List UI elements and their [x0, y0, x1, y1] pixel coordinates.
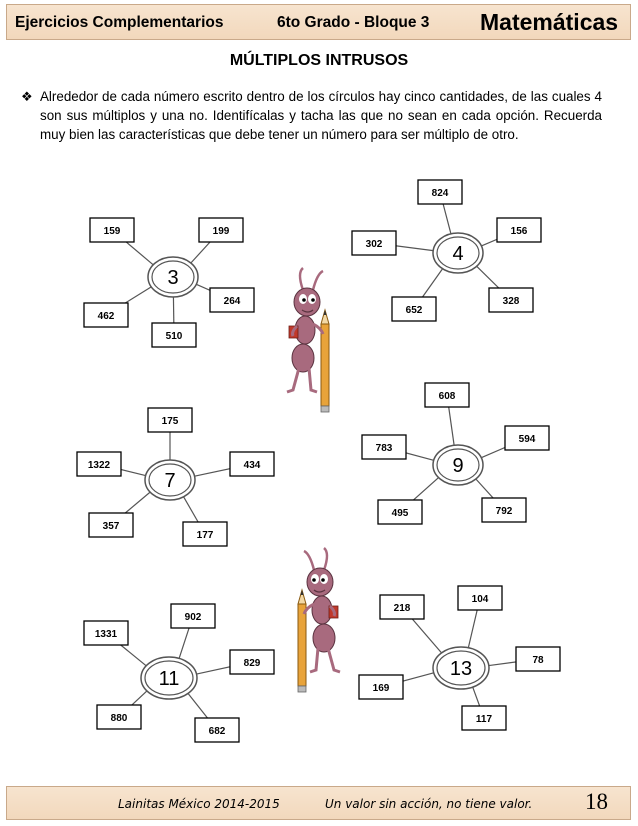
multiple-value: 177: [196, 530, 214, 541]
multiple-value: 783: [375, 443, 393, 454]
multiple-value: 829: [243, 658, 261, 669]
header-grade: 6to Grado - Bloque 3: [277, 14, 430, 31]
center-number: 11: [158, 668, 180, 690]
multiple-value: 652: [405, 305, 423, 316]
multiples-diagram: [362, 383, 549, 524]
ant-with-pencil-icon: [287, 268, 329, 412]
multiple-value: 328: [502, 296, 520, 307]
diamond-bullet-icon: ❖: [21, 89, 33, 104]
header-series-title: Ejercicios Complementarios: [15, 14, 224, 31]
multiple-value: 169: [372, 683, 390, 694]
multiple-value: 608: [438, 391, 456, 402]
multiple-value: 495: [391, 508, 409, 519]
center-number: 7: [164, 470, 176, 492]
multiple-value: 302: [365, 239, 383, 250]
footer-motto: Un valor sin acción, no tiene valor.: [325, 797, 533, 811]
multiple-value: 792: [495, 506, 513, 517]
footer-credit: Lainitas México 2014-2015: [118, 797, 280, 811]
multiple-value: 434: [243, 460, 261, 471]
header-subject: Matemáticas: [480, 9, 619, 35]
page-title: MÚLTIPLOS INTRUSOS: [229, 52, 409, 69]
multiples-diagram: [359, 586, 560, 730]
multiple-value: 117: [475, 714, 493, 725]
page-number: 18: [585, 789, 608, 814]
instructions-text: Alrededor de cada número escrito dentro de los círculos hay cinco cantidades, de las cuales 4 son sus múltiplos y una no. Identifícalas y tacha las que no sean en cada opción. Recuerda muy bien las características que debe tener un número para ser múltiplo de otro.: [40, 89, 602, 142]
multiples-diagram: [84, 218, 254, 347]
center-number: 4: [452, 243, 464, 265]
center-number: 13: [449, 658, 473, 680]
multiple-value: 1322: [87, 460, 111, 471]
multiple-value: 218: [393, 603, 411, 614]
multiple-value: 78: [532, 655, 544, 666]
footer-banner: [6, 786, 631, 820]
multiples-diagram: [77, 408, 274, 546]
multiple-value: 902: [184, 612, 202, 623]
multiple-value: 104: [471, 594, 489, 605]
multiple-value: 1331: [94, 629, 118, 640]
center-number: 3: [167, 267, 179, 289]
center-number: 9: [452, 455, 464, 477]
multiple-value: 199: [212, 226, 230, 237]
multiple-value: 175: [161, 416, 179, 427]
multiple-value: 462: [97, 311, 115, 322]
multiple-value: 594: [518, 434, 536, 445]
multiples-diagram: [352, 180, 541, 321]
multiples-diagram: [84, 604, 274, 742]
multiple-value: 357: [102, 521, 120, 532]
multiple-value: 159: [103, 226, 121, 237]
multiple-value: 824: [431, 188, 449, 199]
multiple-value: 682: [208, 726, 226, 737]
multiple-value: 510: [165, 331, 183, 342]
multiple-value: 264: [223, 296, 241, 307]
ant-with-pencil-icon: [298, 548, 340, 692]
multiple-value: 156: [510, 226, 528, 237]
multiple-value: 880: [110, 713, 128, 724]
